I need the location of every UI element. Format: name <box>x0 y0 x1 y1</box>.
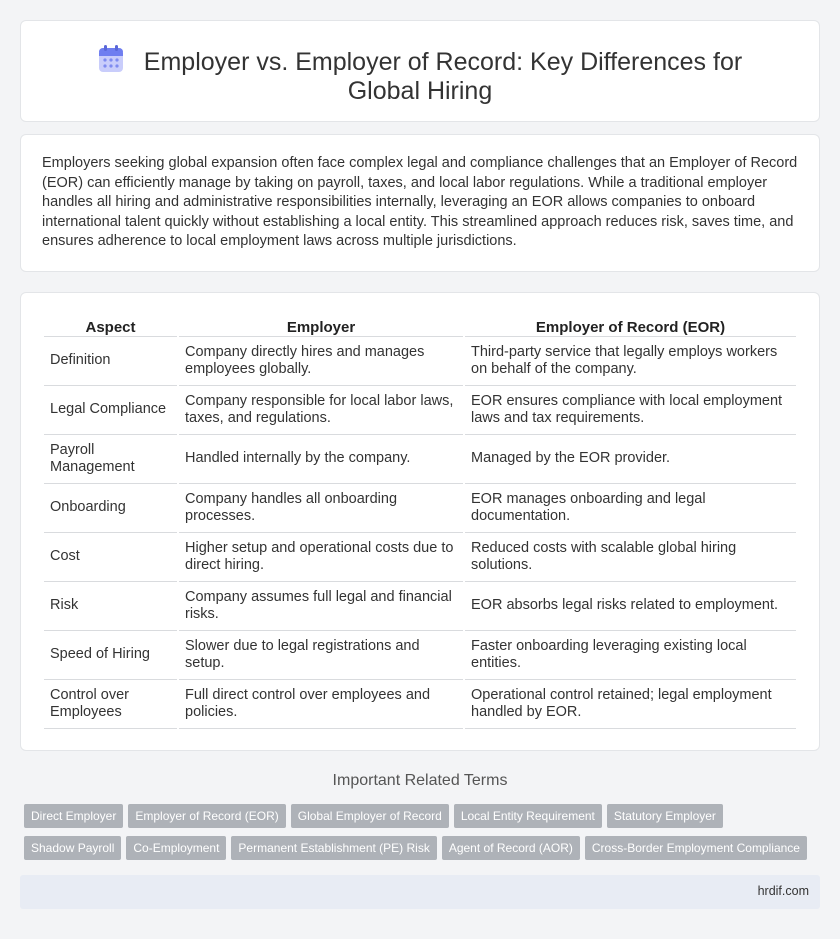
row-aspect: Cost <box>44 533 177 582</box>
row-eor: Faster onboarding leveraging existing local entities. <box>465 631 796 680</box>
table-row <box>44 680 796 729</box>
table-row <box>44 337 796 386</box>
comparison-table <box>42 316 798 729</box>
header-employer: Employer <box>179 316 463 337</box>
row-eor: EOR manages onboarding and legal documentation. <box>465 484 796 533</box>
intro-card <box>20 134 820 272</box>
row-employer: Company responsible for local labor laws, taxes, and regulations. <box>179 386 463 435</box>
related-term-tag[interactable]: Permanent Establishment (PE) Risk <box>231 836 436 860</box>
related-term-tag[interactable]: Co-Employment <box>126 836 226 860</box>
table-row <box>44 435 796 484</box>
row-aspect: Speed of Hiring <box>44 631 177 680</box>
row-aspect: Risk <box>44 582 177 631</box>
table-row <box>44 631 796 680</box>
row-employer: Slower due to legal registrations and setup. <box>179 631 463 680</box>
related-term-tag[interactable]: Employer of Record (EOR) <box>128 804 285 828</box>
page-title-wrap <box>61 45 779 106</box>
table-row <box>44 386 796 435</box>
row-eor: Third-party service that legally employs workers on behalf of the company. <box>465 337 796 386</box>
related-term-tag[interactable]: Statutory Employer <box>607 804 723 828</box>
related-term-tag[interactable]: Global Employer of Record <box>291 804 449 828</box>
intro-paragraph: Employers seeking global expansion often face complex legal and compliance challenges that an Employer of Record (EOR) can efficiently manage by taking on payroll, taxes, and local labor regulations. While a traditional employer handles all hiring and administrative responsibilities internally, leveraging an EOR allows companies to onboard international talent quickly without establishing a local entity. This streamlined approach reduces risk, saves time, and ensures adherence to local employment laws across multiple jurisdictions. <box>42 155 798 250</box>
row-employer: Full direct control over employees and policies. <box>179 680 463 729</box>
related-term-tag[interactable]: Shadow Payroll <box>24 836 121 860</box>
table-row <box>44 533 796 582</box>
table-row <box>44 484 796 533</box>
row-employer: Handled internally by the company. <box>179 435 463 484</box>
row-eor: EOR ensures compliance with local employment laws and tax requirements. <box>465 386 796 435</box>
table-row <box>44 582 796 631</box>
row-aspect: Control over Employees <box>44 680 177 729</box>
row-employer: Company directly hires and manages employees globally. <box>179 337 463 386</box>
related-terms-title: Important Related Terms <box>332 772 508 789</box>
row-employer: Higher setup and operational costs due to direct hiring. <box>179 533 463 582</box>
comparison-table-card <box>20 292 820 751</box>
row-employer: Company handles all onboarding processes. <box>179 484 463 533</box>
footer-site-link[interactable]: hrdif.com <box>757 884 809 898</box>
row-eor: Managed by the EOR provider. <box>465 435 796 484</box>
header-aspect: Aspect <box>44 316 177 337</box>
calendar-icon <box>98 45 124 73</box>
page-title: Employer vs. Employer of Record: Key Differences for Global Hiring <box>143 48 743 105</box>
row-aspect: Payroll Management <box>44 435 177 484</box>
row-eor: Operational control retained; legal employment handled by EOR. <box>465 680 796 729</box>
related-terms-tags <box>24 804 824 868</box>
related-term-tag[interactable]: Local Entity Requirement <box>454 804 602 828</box>
header-eor: Employer of Record (EOR) <box>465 316 796 337</box>
row-aspect: Definition <box>44 337 177 386</box>
row-eor: Reduced costs with scalable global hiring solutions. <box>465 533 796 582</box>
related-term-tag[interactable]: Agent of Record (AOR) <box>442 836 580 860</box>
footer-bar <box>20 875 820 909</box>
related-term-tag[interactable]: Direct Employer <box>24 804 123 828</box>
header-card <box>20 20 820 122</box>
row-aspect: Legal Compliance <box>44 386 177 435</box>
row-employer: Company assumes full legal and financial risks. <box>179 582 463 631</box>
row-eor: EOR absorbs legal risks related to employment. <box>465 582 796 631</box>
row-aspect: Onboarding <box>44 484 177 533</box>
related-term-tag[interactable]: Cross-Border Employment Compliance <box>585 836 807 860</box>
table-header-row <box>44 316 796 337</box>
